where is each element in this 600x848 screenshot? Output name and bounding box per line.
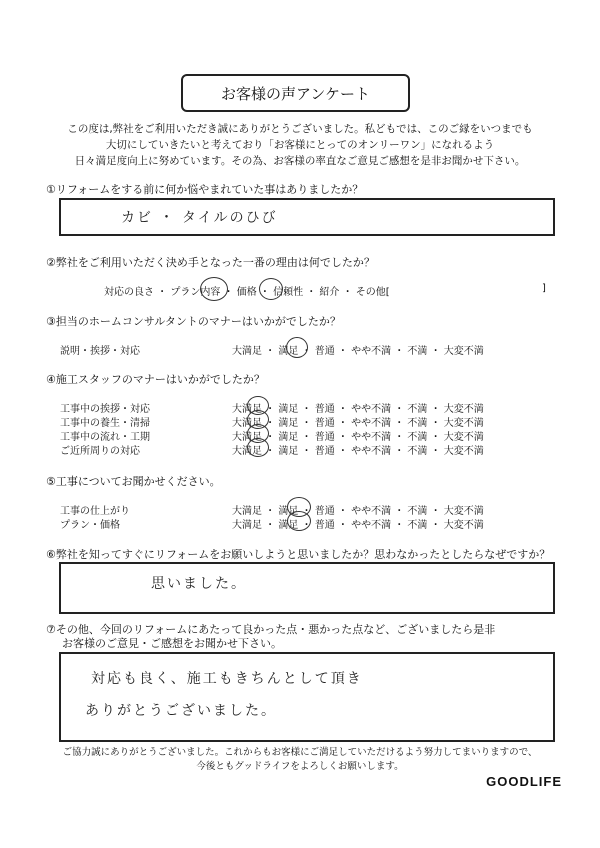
- answer-6-handwriting: 思いました。: [151, 576, 247, 592]
- intro-text: [40, 121, 560, 169]
- footer-line: 今後ともグッドライフをよろしくお願いします。: [196, 761, 404, 772]
- question-4: ④施工スタッフのマナーはいかがでしたか？: [46, 373, 265, 386]
- answer-box-7: [59, 652, 555, 742]
- question-7-line1: ⑦その他、今回のリフォームにあたって良かった点・悪かった点など、ございましたら是非: [46, 623, 496, 636]
- answer-box-6: [59, 562, 555, 614]
- rating-scale: 大満足 ・ 満足 ・ 普通 ・ やや不満 ・ 不満 ・ 大変不満: [232, 446, 484, 457]
- question-3: ③担当のホームコンサルタントのマナーはいかがでしたか？: [46, 315, 341, 328]
- intro-line: 大切にしていきたいと考えており「お客様にとってのオンリーワン」になれるよう: [105, 139, 495, 151]
- question-5: ⑤工事についてお聞かせください。: [46, 475, 221, 488]
- footer-text: [20, 746, 580, 774]
- rating-scale: 大満足 ・ 満足 ・ 普通 ・ やや不満 ・ 不満 ・ 大変不満: [232, 418, 484, 429]
- selection-circle: [259, 278, 283, 300]
- rating-scale: 大満足 ・ 満足 ・ 普通 ・ やや不満 ・ 不満 ・ 大変不満: [232, 404, 484, 415]
- rating-scale: 大満足 ・ 満足 ・ 普通 ・ やや不満 ・ 不満 ・ 大変不満: [232, 520, 484, 531]
- question-6: ⑥弊社を知ってすぐにリフォームをお願いしようと思いましたか？思わなかったとしたらなぜですか？: [46, 548, 551, 561]
- answer-box-1: [59, 198, 555, 236]
- rating-scale: 大満足 ・ 満足 ・ 普通 ・ やや不満 ・ 不満 ・ 大変不満: [232, 432, 484, 443]
- page-title-text: お客様の声アンケート: [220, 84, 371, 103]
- row-label: 説明・挨拶・対応: [60, 346, 140, 357]
- rating-scale: 大満足 ・ 満足 ・ 普通 ・ やや不満 ・ 不満 ・ 大変不満: [232, 506, 484, 517]
- answer-1-handwriting: カビ ・ タイルのひび: [121, 210, 278, 226]
- row-label: 工事中の流れ・工期: [60, 432, 150, 443]
- row-label: 工事中の養生・清掃: [60, 418, 150, 429]
- row-label: 工事の仕上がり: [60, 506, 130, 517]
- reason-options-text: 対応の良さ ・ プラン内容 ・ 価格 ・ 信頼性 ・ 紹介 ・ その他[: [104, 287, 390, 298]
- reason-bracket-close: ]: [542, 283, 546, 294]
- selection-circle: [287, 511, 311, 531]
- selection-circle: [286, 337, 308, 358]
- footer-line: ご協力誠にありがとうございました。これからもお客様にご満足していただけるよう努力してまいりますので、: [62, 747, 538, 758]
- selection-circle: [247, 438, 269, 457]
- question-2: ②弊社をご利用いただく決め手となった一番の理由は何でしたか？: [46, 256, 375, 269]
- row-label: ご近所周りの対応: [60, 446, 140, 457]
- reason-options: [104, 283, 390, 298]
- rating-scale: 大満足 ・ 満足 ・ 普通 ・ やや不満 ・ 不満 ・ 大変不満: [232, 346, 484, 357]
- company-logo: GOODLIFE: [486, 774, 562, 789]
- intro-line: 日々満足度向上に努めています。その為、お客様の率直なご意見ご感想を是非お聞かせ下さい。: [74, 155, 526, 167]
- page-title: [181, 74, 410, 112]
- question-1: ①リフォームをする前に何か悩やまれていた事はありましたか？: [46, 183, 364, 196]
- row-label: 工事中の挨拶・対応: [60, 404, 150, 415]
- intro-line: この度は,弊社をご利用いただき誠にありがとうございました。私どもでは、このご縁をいつまでも: [67, 123, 533, 135]
- row-label: プラン・価格: [60, 520, 120, 531]
- selection-circle: [200, 277, 228, 301]
- answer-7-handwriting-line2: ありがとうございました。: [85, 703, 277, 719]
- question-7-line2: お客様のご意見・ご感想をお聞かせ下さい。: [62, 637, 282, 650]
- answer-7-handwriting-line1: 対応も良く、施工もきちんとして頂き: [91, 671, 363, 687]
